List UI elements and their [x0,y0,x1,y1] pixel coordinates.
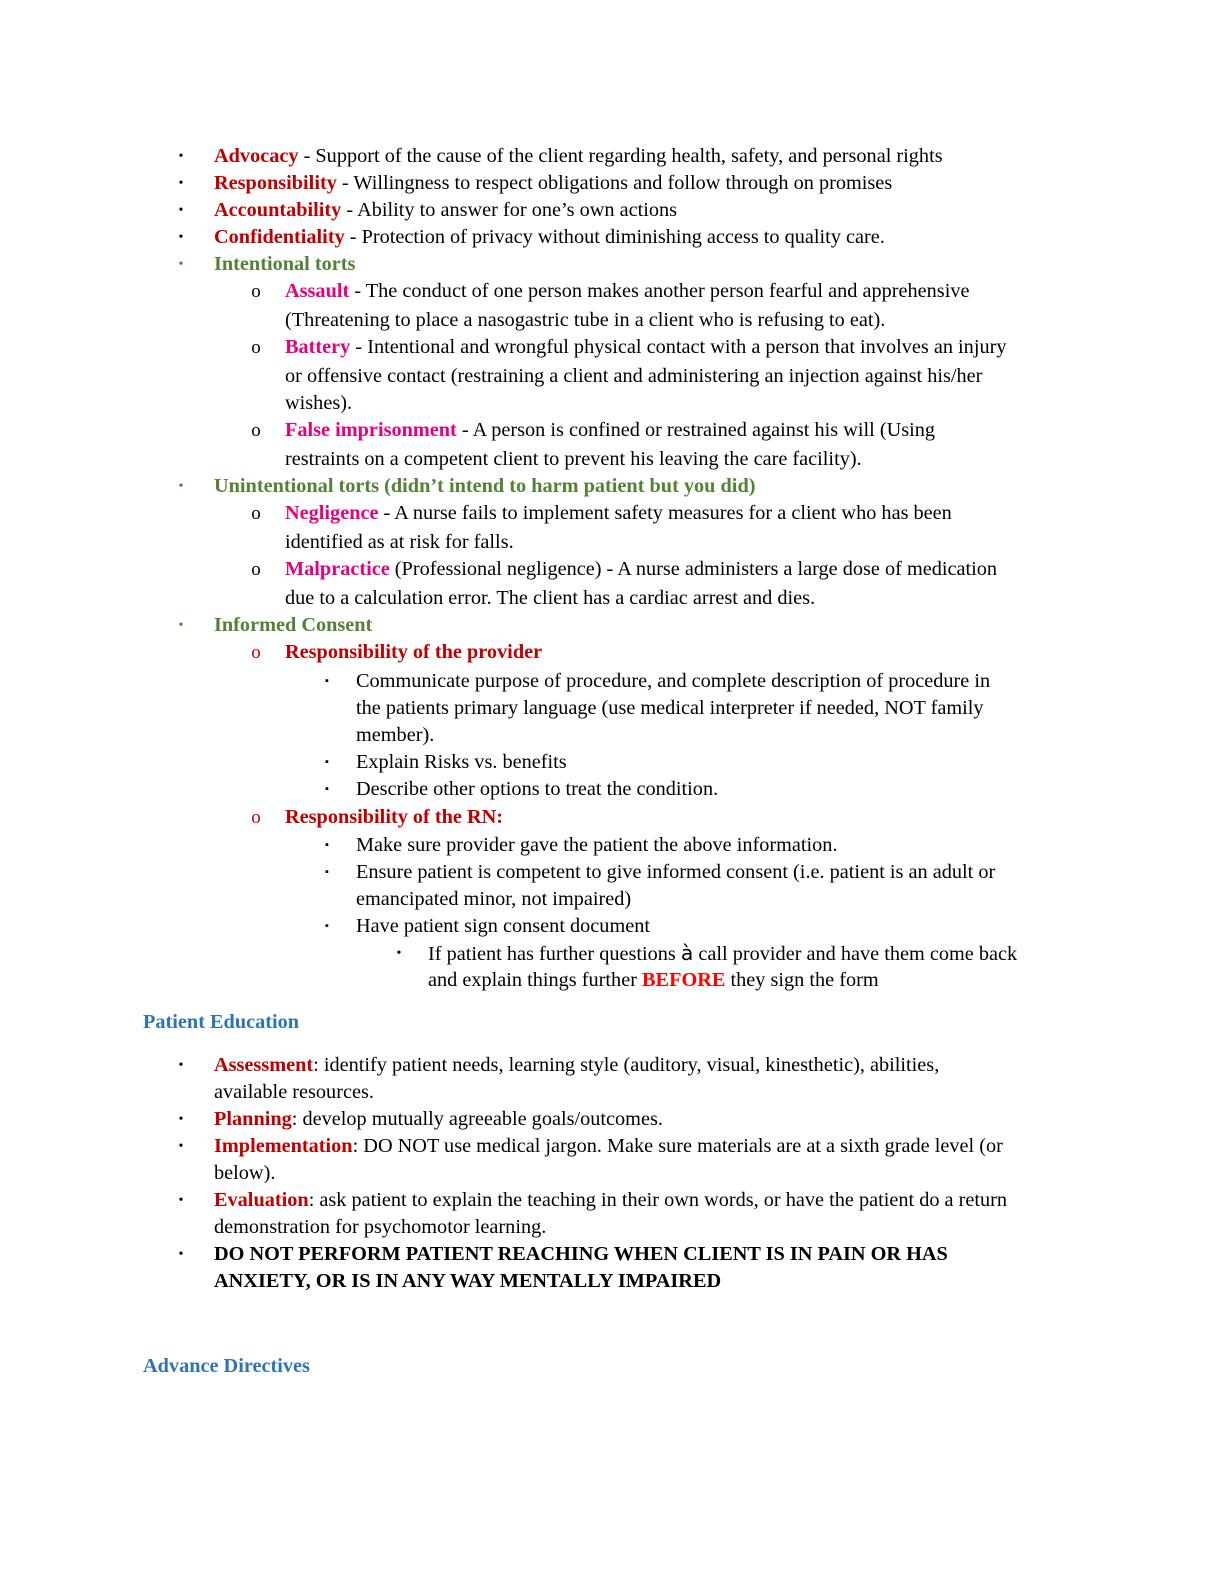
term-label: Evaluation [214,1189,309,1211]
list-item-continuation: the patients primary language (use medical interpreter if needed, NOT family [356,697,984,719]
circle-bullet-icon: o [251,337,261,358]
bullet-icon: • [178,1058,184,1073]
list-item-planning: Planning: develop mutually agreeable goals/outcomes. [214,1108,663,1130]
bullet-icon: • [396,946,402,961]
list-item: Make sure provider gave the patient the above information. [356,834,838,856]
arrow-icon: à [680,941,694,965]
bullet-icon: • [178,1139,184,1154]
list-item: If patient has further questions à call provider and have them come back [428,941,1018,965]
term-label: Battery [285,336,351,358]
term-label: Assessment [214,1054,314,1076]
list-item-implementation: Implementation: DO NOT use medical jargon. Make sure materials are at a sixth grade level (or [214,1135,1003,1157]
bullet-icon: • [178,230,184,245]
list-item: Ensure patient is competent to give informed consent (i.e. patient is an adult or [356,861,996,883]
list-item-continuation: below). [214,1162,276,1184]
term-label: Confidentiality [214,226,345,248]
term-label: Malpractice [285,558,390,580]
section-title-unintentional-torts: Unintentional torts (didn’t intend to harm patient but you did) [214,475,756,497]
circle-bullet-icon: o [251,807,261,828]
term-definition: - A person is confined or restrained against his will (Using [456,419,936,441]
term-definition: - The conduct of one person makes another person fearful and apprehensive [349,280,970,302]
list-item-continuation: wishes). [285,392,353,414]
square-bullet-icon: ▪ [325,675,329,687]
subsection-title-rn: Responsibility of the RN: [285,806,504,828]
section-heading-advance-directives: Advance Directives [143,1355,310,1377]
circle-bullet-icon: o [251,559,261,580]
square-bullet-icon: ▪ [325,756,329,768]
term-label: Implementation [214,1135,353,1157]
bullet-icon: • [178,618,184,633]
circle-bullet-icon: o [251,281,261,302]
list-item-continuation: restraints on a competent client to prevent his leaving the care facility). [285,448,862,470]
term-definition: - Intentional and wrongful physical contact with a person that involves an injury [350,336,1007,358]
term-definition: - Protection of privacy without diminishing access to quality care. [344,226,885,248]
term-label: Planning [214,1108,292,1130]
list-item-continuation: and explain things further BEFORE they sign the form [428,969,879,991]
list-item-continuation: emancipated minor, not impaired) [356,888,632,910]
circle-bullet-icon: o [251,420,261,441]
list-item-advocacy [214,143,943,170]
list-item-continuation: member). [356,724,435,746]
bullet-icon: • [178,479,184,494]
bullet-icon: • [178,1112,184,1127]
list-item-assessment: Assessment: identify patient needs, learning style (auditory, visual, kinesthetic), abilities, [214,1054,940,1076]
section-heading-patient-education: Patient Education [143,1011,300,1033]
bullet-icon: • [178,149,184,164]
term-definition: - Ability to answer for one’s own actions [341,199,678,221]
list-item-malpractice [285,556,997,583]
list-item-false-imprisonment [285,417,935,444]
list-item-battery [285,334,1007,361]
term-label: Responsibility [214,172,337,194]
bullet-icon: • [178,1193,184,1208]
list-item-negligence [285,500,952,527]
term-label: Accountability [214,199,342,221]
list-item: Explain Risks vs. benefits [356,751,567,773]
list-item-accountability [214,197,677,224]
list-item: Describe other options to treat the condition. [356,778,719,800]
term-definition: (Professional negligence) - A nurse administers a large dose of medication [389,558,998,580]
circle-bullet-icon: o [251,503,261,524]
term-definition: - Support of the cause of the client regarding health, safety, and personal rights [298,145,943,167]
list-item-evaluation: Evaluation: ask patient to explain the teaching in their own words, or have the patient do a return [214,1189,1008,1211]
square-bullet-icon: ▪ [325,920,329,932]
square-bullet-icon: ▪ [325,866,329,878]
square-bullet-icon: ▪ [325,783,329,795]
section-title-informed-consent: Informed Consent [214,614,373,636]
warning-text-continuation: ANXIETY, OR IS IN ANY WAY MENTALLY IMPAIRED [214,1270,722,1292]
bullet-icon: • [178,203,184,218]
list-item-continuation: identified as at risk for falls. [285,531,514,553]
warning-text: DO NOT PERFORM PATIENT REACHING WHEN CLIENT IS IN PAIN OR HAS [214,1243,948,1265]
list-item-continuation: or offensive contact (restraining a client and administering an injection against his/her [285,365,983,387]
term-label: Advocacy [214,145,299,167]
list-item: Have patient sign consent document [356,915,650,937]
term-definition: - Willingness to respect obligations and follow through on promises [336,172,893,194]
list-item-continuation: demonstration for psychomotor learning. [214,1216,547,1238]
section-title-intentional-torts: Intentional torts [214,253,356,275]
square-bullet-icon: ▪ [325,839,329,851]
term-label: Negligence [285,502,379,524]
bullet-icon: • [178,257,184,272]
emphasis-text: BEFORE [642,969,726,991]
list-item-continuation: (Threatening to place a nasogastric tube in a client who is refusing to eat). [285,309,886,331]
list-item-confidentiality [214,224,885,251]
list-item-continuation: due to a calculation error. The client has a cardiac arrest and dies. [285,587,816,609]
term-label: Assault [285,280,350,302]
list-item-continuation: available resources. [214,1081,374,1103]
list-item-assault [285,278,969,305]
subsection-title-provider: Responsibility of the provider [285,641,543,663]
list-item: Communicate purpose of procedure, and complete description of procedure in [356,670,991,692]
bullet-icon: • [178,176,184,191]
term-definition: - A nurse fails to implement safety measures for a client who has been [378,502,952,524]
list-item-responsibility [214,170,892,197]
bullet-icon: • [178,1247,184,1262]
term-label: False imprisonment [285,419,457,441]
circle-bullet-icon: o [251,642,261,663]
